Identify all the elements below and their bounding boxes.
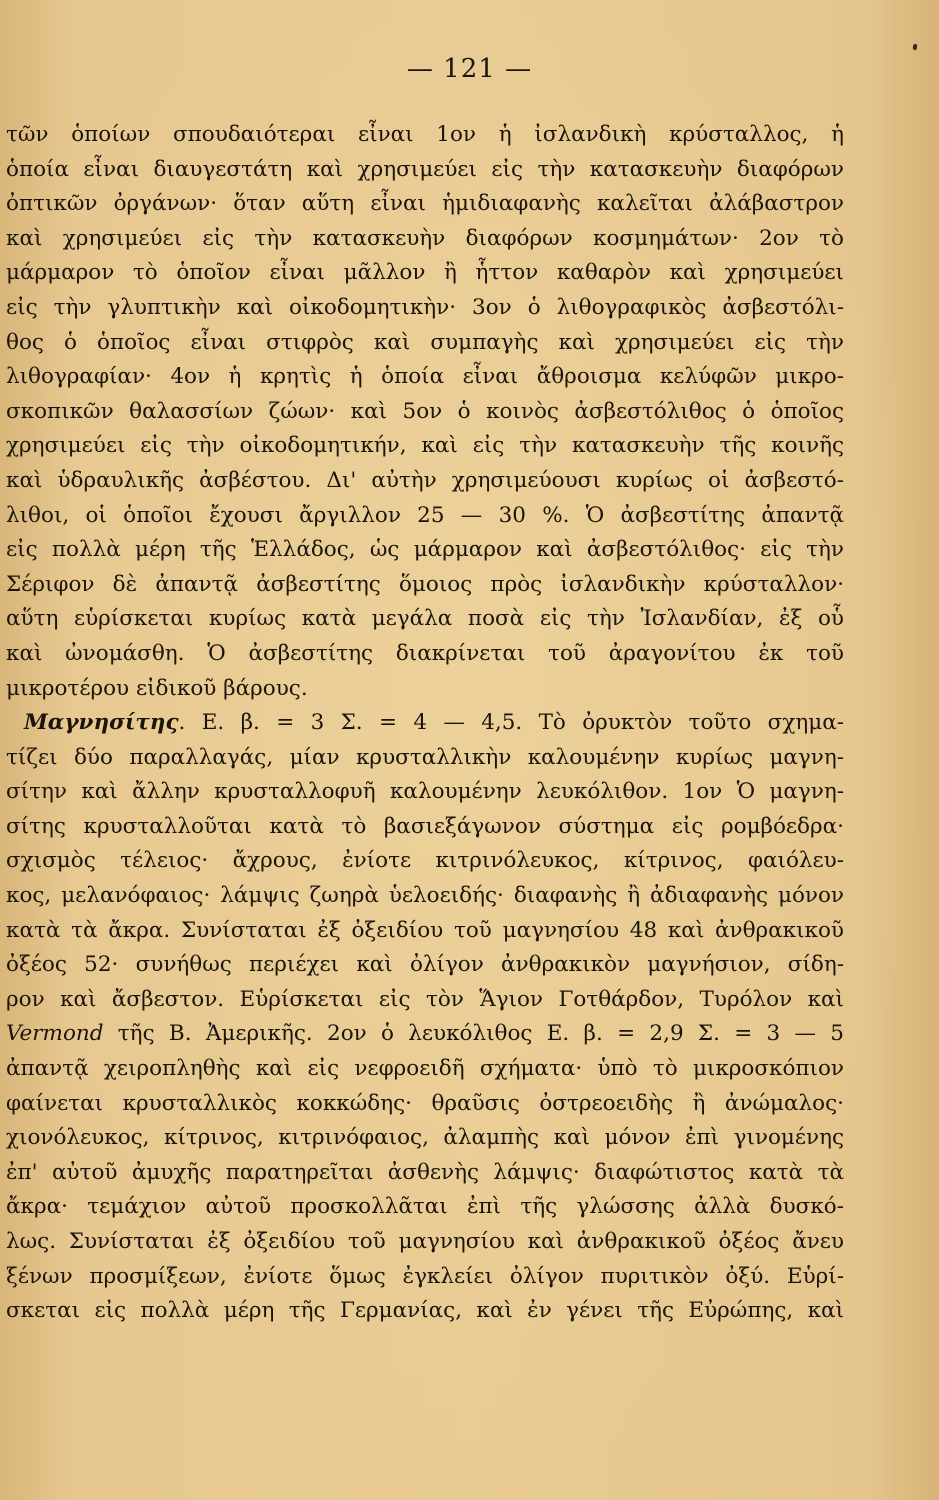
text-line: αὕτη εὑρίσκεται κυρίως κατὰ μεγάλα ποσὰ εἰς τὴν Ἰσλανδίαν, ἐξ οὗ — [6, 606, 844, 632]
text-line: κος, μελανόφαιος· λάμψις ζωηρὰ ὑελοειδής· διαφανὴς ἢ ἀδιαφανὴς μόνον — [6, 883, 844, 909]
text-line: χιονόλευκος, κίτρινος, κιτρινόφαιος, ἀλαμπὴς καὶ μόνον ἐπὶ γινομένης — [6, 1125, 844, 1151]
text-line: ἄκρα· τεμάχιον αὐτοῦ προσκολλᾶται ἐπὶ τῆς γλώσσης ἀλλὰ δυσκό- — [6, 1194, 844, 1220]
text-line: καὶ χρησιμεύει εἰς τὴν κατασκευὴν διαφόρων κοσμημάτων· 2ον τὸ — [6, 225, 844, 251]
text-line: Σέριφον δὲ ἀπαντᾷ ἀσβεστίτης ὅμοιος πρὸς ἰσλανδικὴν κρύσταλλον· — [6, 571, 844, 597]
text-line: εἰς πολλὰ μέρη τῆς Ἑλλάδος, ὡς μάρμαρον καὶ ἀσβεστόλιθος· εἰς τὴν — [6, 537, 844, 563]
latin-place-name: Vermond — [6, 1021, 104, 1047]
text-line-with-latin — [6, 1017, 844, 1052]
text-line: καὶ ὠνομάσθη. Ὁ ἀσβεστίτης διακρίνεται τοῦ ἀραγονίτου ἐκ τοῦ — [6, 640, 844, 666]
text-line-rest: . Ε. β. = 3 Σ. = 4 — 4,5. Τὸ ὀρυκτὸν τοῦτο σχημα- — [178, 710, 844, 736]
page-number: — 121 — — [406, 54, 533, 84]
text-line: κατὰ τὰ ἄκρα. Συνίσταται ἐξ ὀξειδίου τοῦ μαγνησίου 48 καὶ ἀνθρακικοῦ — [6, 917, 844, 943]
text-line: λιθογραφίαν· 4ον ἡ κρητὶς ἡ ὁποία εἶναι ἄθροισμα κελύφῶν μικρο- — [6, 364, 844, 390]
text-line: σίτης κρυσταλλοῦται κατὰ τὸ βασιεξάγωνον σύστημα εἰς ρομβόεδρα· — [6, 813, 844, 839]
text-line: εἰς τὴν γλυπτικὴν καὶ οἰκοδομητικὴν· 3ον ὁ λιθογραφικὸς ἀσβεστόλι- — [6, 294, 844, 320]
ink-speck — [913, 44, 918, 51]
text-line: ρον καὶ ἄσβεστον. Εὑρίσκεται εἰς τὸν Ἅγιον Γοτθάρδον, Τυρόλον καὶ — [6, 986, 844, 1012]
text-line: φαίνεται κρυσταλλικὸς κοκκώδης· θραῦσις ὀστρεοειδὴς ἢ ἀνώμαλος· — [6, 1090, 844, 1116]
text-line: τίζει δύο παραλλαγάς, μίαν κρυσταλλικὴν καλουμένην κυρίως μαγνη- — [6, 744, 844, 770]
section-heading-line — [6, 706, 844, 741]
text-line: ξένων προσμίξεων, ἐνίοτε ὅμως ἐγκλείει ὀλίγον πυριτικὸν ὀξύ. Εὑρί- — [6, 1263, 844, 1289]
text-line: λιθοι, οἱ ὁποῖοι ἔχουσι ἄργιλλον 25 — 30 %. Ὁ ἀσβεστίτης ἀπαντᾷ — [6, 502, 844, 528]
text-line: ὁποία εἶναι διαυγεστάτη καὶ χρησιμεύει εἰς τὴν κατασκευὴν διαφόρων — [6, 156, 844, 182]
text-line: χρησιμεύει εἰς τὴν οἰκοδομητικήν, καὶ εἰς τὴν κατασκευὴν τῆς κοινῆς — [6, 433, 844, 459]
text-line: μικροτέρου εἰδικοῦ βάρους. — [6, 675, 308, 701]
body-text — [6, 118, 844, 1329]
mineral-term: Μαγνησίτης — [24, 710, 179, 736]
text-line: μάρμαρον τὸ ὁποῖον εἶναι μᾶλλον ἢ ἧττον καθαρὸν καὶ χρησιμεύει — [6, 260, 844, 286]
text-line: θος ὁ ὁποῖος εἶναι στιφρὸς καὶ συμπαγὴς καὶ χρησιμεύει εἰς τὴν — [6, 329, 844, 355]
text-line: σίτην καὶ ἄλλην κρυσταλλοφυῆ καλουμένην λευκόλιθον. 1ον Ὁ μαγνη- — [6, 779, 844, 805]
text-line: ἀπαντᾷ χειροπληθὴς καὶ εἰς νεφροειδῆ σχήματα· ὑπὸ τὸ μικροσκόπιον — [6, 1056, 844, 1082]
text-line: λως. Συνίσταται ἐξ ὀξειδίου τοῦ μαγνησίου καὶ ἀνθρακικοῦ ὀξέος ἄνευ — [6, 1229, 844, 1254]
text-line: τῶν ὁποίων σπουδαιότεραι εἶναι 1ον ἡ ἰσλανδικὴ κρύσταλλος, ἡ — [6, 122, 844, 147]
text-line: σκεται εἰς πολλὰ μέρη τῆς Γερμανίας, καὶ ἐν γένει τῆς Εὐρώπης, καὶ — [6, 1298, 844, 1324]
text-line: ἐπ' αὐτοῦ ἀμυχῆς παρατηρεῖται ἀσθενὴς λάμψις· διαφώτιστος κατὰ τὰ — [6, 1159, 844, 1185]
text-line-rest: τῆς Β. Ἀμερικῆς. 2ον ὁ λευκόλιθος Ε. β. = 2,9 Σ. = 3 — 5 — [103, 1021, 844, 1047]
text-line: ὀπτικῶν ὀργάνων· ὅταν αὕτη εἶναι ἡμιδιαφανὴς καλεῖται ἀλάβαστρον — [6, 191, 844, 217]
text-line: σχισμὸς τέλειος· ἄχρους, ἐνίοτε κιτρινόλευκος, κίτρινος, φαιόλευ- — [6, 848, 844, 874]
text-line: σκοπικῶν θαλασσίων ζώων· καὶ 5ον ὁ κοινὸς ἀσβεστόλιθος ὁ ὁποῖος — [6, 398, 844, 424]
text-line: καὶ ὑδραυλικῆς ἀσβέστου. Δι' αὐτὴν χρησιμεύουσι κυρίως οἱ ἀσβεστό- — [6, 467, 844, 493]
text-line: ὀξέος 52· συνήθως περιέχει καὶ ὀλίγον ἀνθρακικὸν μαγνήσιον, σίδη- — [6, 952, 844, 978]
